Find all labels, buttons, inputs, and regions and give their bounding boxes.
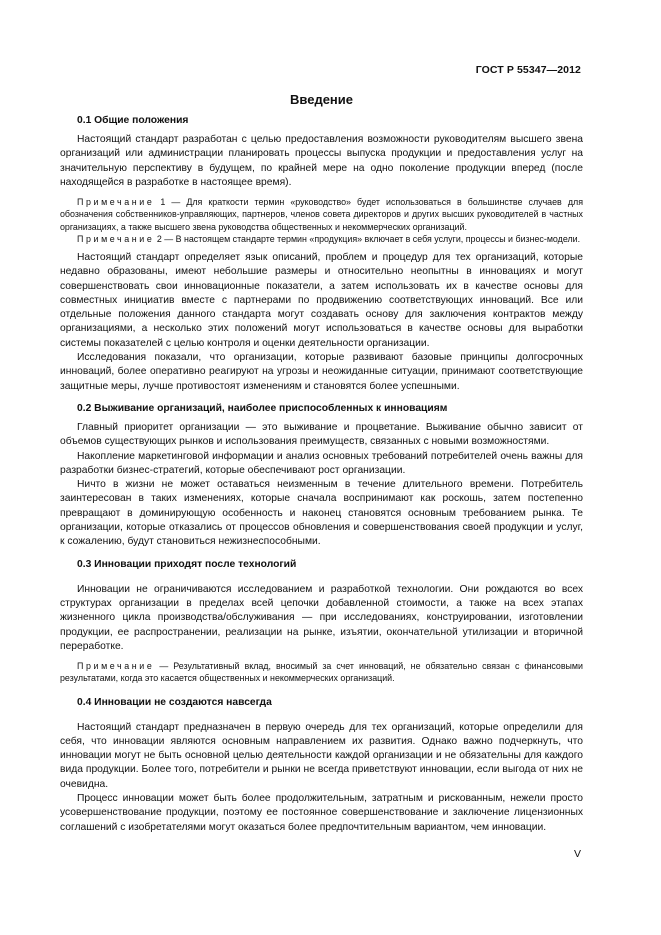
section-0-4: [60, 697, 583, 835]
paragraph: Процесс инновации может быть более продолжительным, затратным и рискованным, нежели просто усовершенствование продукции, поэтому ее постоянное совершенствование и заключение лицензионных соглашений с изобретателями могут оказаться более предпочтительным вариантом, чем инновации.: [60, 793, 583, 833]
document-body: [60, 92, 583, 835]
section-heading: 0.1 Общие положения: [77, 115, 189, 126]
section-0-2: [60, 403, 583, 550]
paragraph: Ничто в жизни не может оставаться неизменным в течение длительного времени. Потребитель заинтересован в таких изменениях, которые сначала воспринимают как роскошь, затем постепенно превращают в доминирующую особенность и наконец становятся основным требованием рынка. Те организации, которые отказались от процессов обновления и совершенствования своей продукции и услуг, к сожалению, будут становиться нежизнеспособными.: [60, 479, 583, 548]
paragraph: Главный приоритет организации — это выживание и процветание. Выживание обычно зависит от объемов существующих рынков и использования преимуществ, связанных с новыми возможностями.: [60, 421, 583, 448]
paragraph: Настоящий стандарт предназначен в первую очередь для тех организаций, которые определили для себя, что инновации являются основным направлением их развития. Однако важно подчеркнуть, что инновации могут не быть основной целью деятельности каждой организации и не обязательны для каждого вида продукции. Более того, потребители и рынки не всегда приветствуют инновации, если выгода от них не очевидна.: [60, 721, 583, 790]
paragraph: Настоящий стандарт определяет язык описаний, проблем и процедур для тех организаций, которые недавно образованы, имеют небольшие размеры и относительно неопытны в инновациях и могут совершенствовать свои инновационные показатели, а затем использовать их в качестве основы для совместных инициатив вместе с партнерами по продвижению соответствующих инноваций. Все или отдельные положения данного стандарта могут создавать основу для заключения контрактов между организациями, а несколько этих положений могут использоваться в качестве основы для выработки системы показателей с целью контроля и оценки деятельности организации.: [60, 252, 583, 349]
section-heading: 0.2 Выживание организаций, наиболее приспособленных к инновациям: [77, 402, 448, 414]
paragraph: Настоящий стандарт разработан с целью предоставления возможности руководителям высшего звена организаций или администрации планировать процессы выпуска продукции и предоставления услуг на значительную перспективу в будущем, по крайней мере на одно поколение продукции вперед (после находящейся в разработке в настоящее время).: [60, 134, 583, 188]
paragraph: Исследования показали, что организации, которые развивают базовые принципы долгосрочных инноваций, более оперативно реагируют на угрозы и неожиданные ситуации, принимают соответствующие защитные меры, лучше противостоят изменениям и становятся более успешными.: [60, 352, 583, 392]
note-text: — Результативный вклад, вносимый за счет инноваций, не обязательно связан с финансовыми результатами, когда это касается общественных и некоммерческих организаций.: [60, 661, 583, 684]
paragraph: Инновации не ограничиваются исследованием и разработкой технологии. Они рождаются во всех структурах организации в пределах всей цепочки добавленной стоимости, а также на всех этапах жизненного цикла производства/обслуживания — при исследованиях, конструировании, изготовлении продукции, ее распространении, реализации на рынке, изъятии, окончательной утилизации и вторичной переработке.: [60, 583, 583, 652]
paragraph: Накопление маркетинговой информации и анализ основных требований потребителей очень важны для разработки бизнес-стратегий, которые обеспечивают рост организации.: [60, 450, 583, 476]
section-0-3: [60, 559, 583, 685]
note-text: 1 — Для краткости термин «руководство» будет использоваться в большинстве случаев для обозначения собственников-управляющих, партнеров, членов совета директоров и других высших руководителей в частных организациях, а также высшего звена руководства общественных и некоммерческих организаций.: [60, 197, 583, 232]
section-heading: 0.4 Инновации не создаются навсегда: [77, 696, 272, 708]
note: [60, 233, 583, 245]
standard-code: ГОСТ Р 55347—2012: [475, 64, 581, 76]
note: [60, 660, 583, 684]
section-0-1: [60, 115, 583, 394]
note-label: Примечание: [77, 197, 155, 208]
section-heading: 0.3 Инновации приходят после технологий: [77, 558, 297, 570]
note: [60, 196, 583, 233]
note-label: Примечание: [77, 661, 155, 672]
note-text: 2 — В настоящем стандарте термин «продукция» включает в себя услуги, процессы и бизнес-модели.: [154, 233, 581, 244]
note-label: Примечание: [77, 233, 155, 244]
page-number: V: [573, 848, 581, 860]
page-title: Введение: [290, 92, 353, 107]
